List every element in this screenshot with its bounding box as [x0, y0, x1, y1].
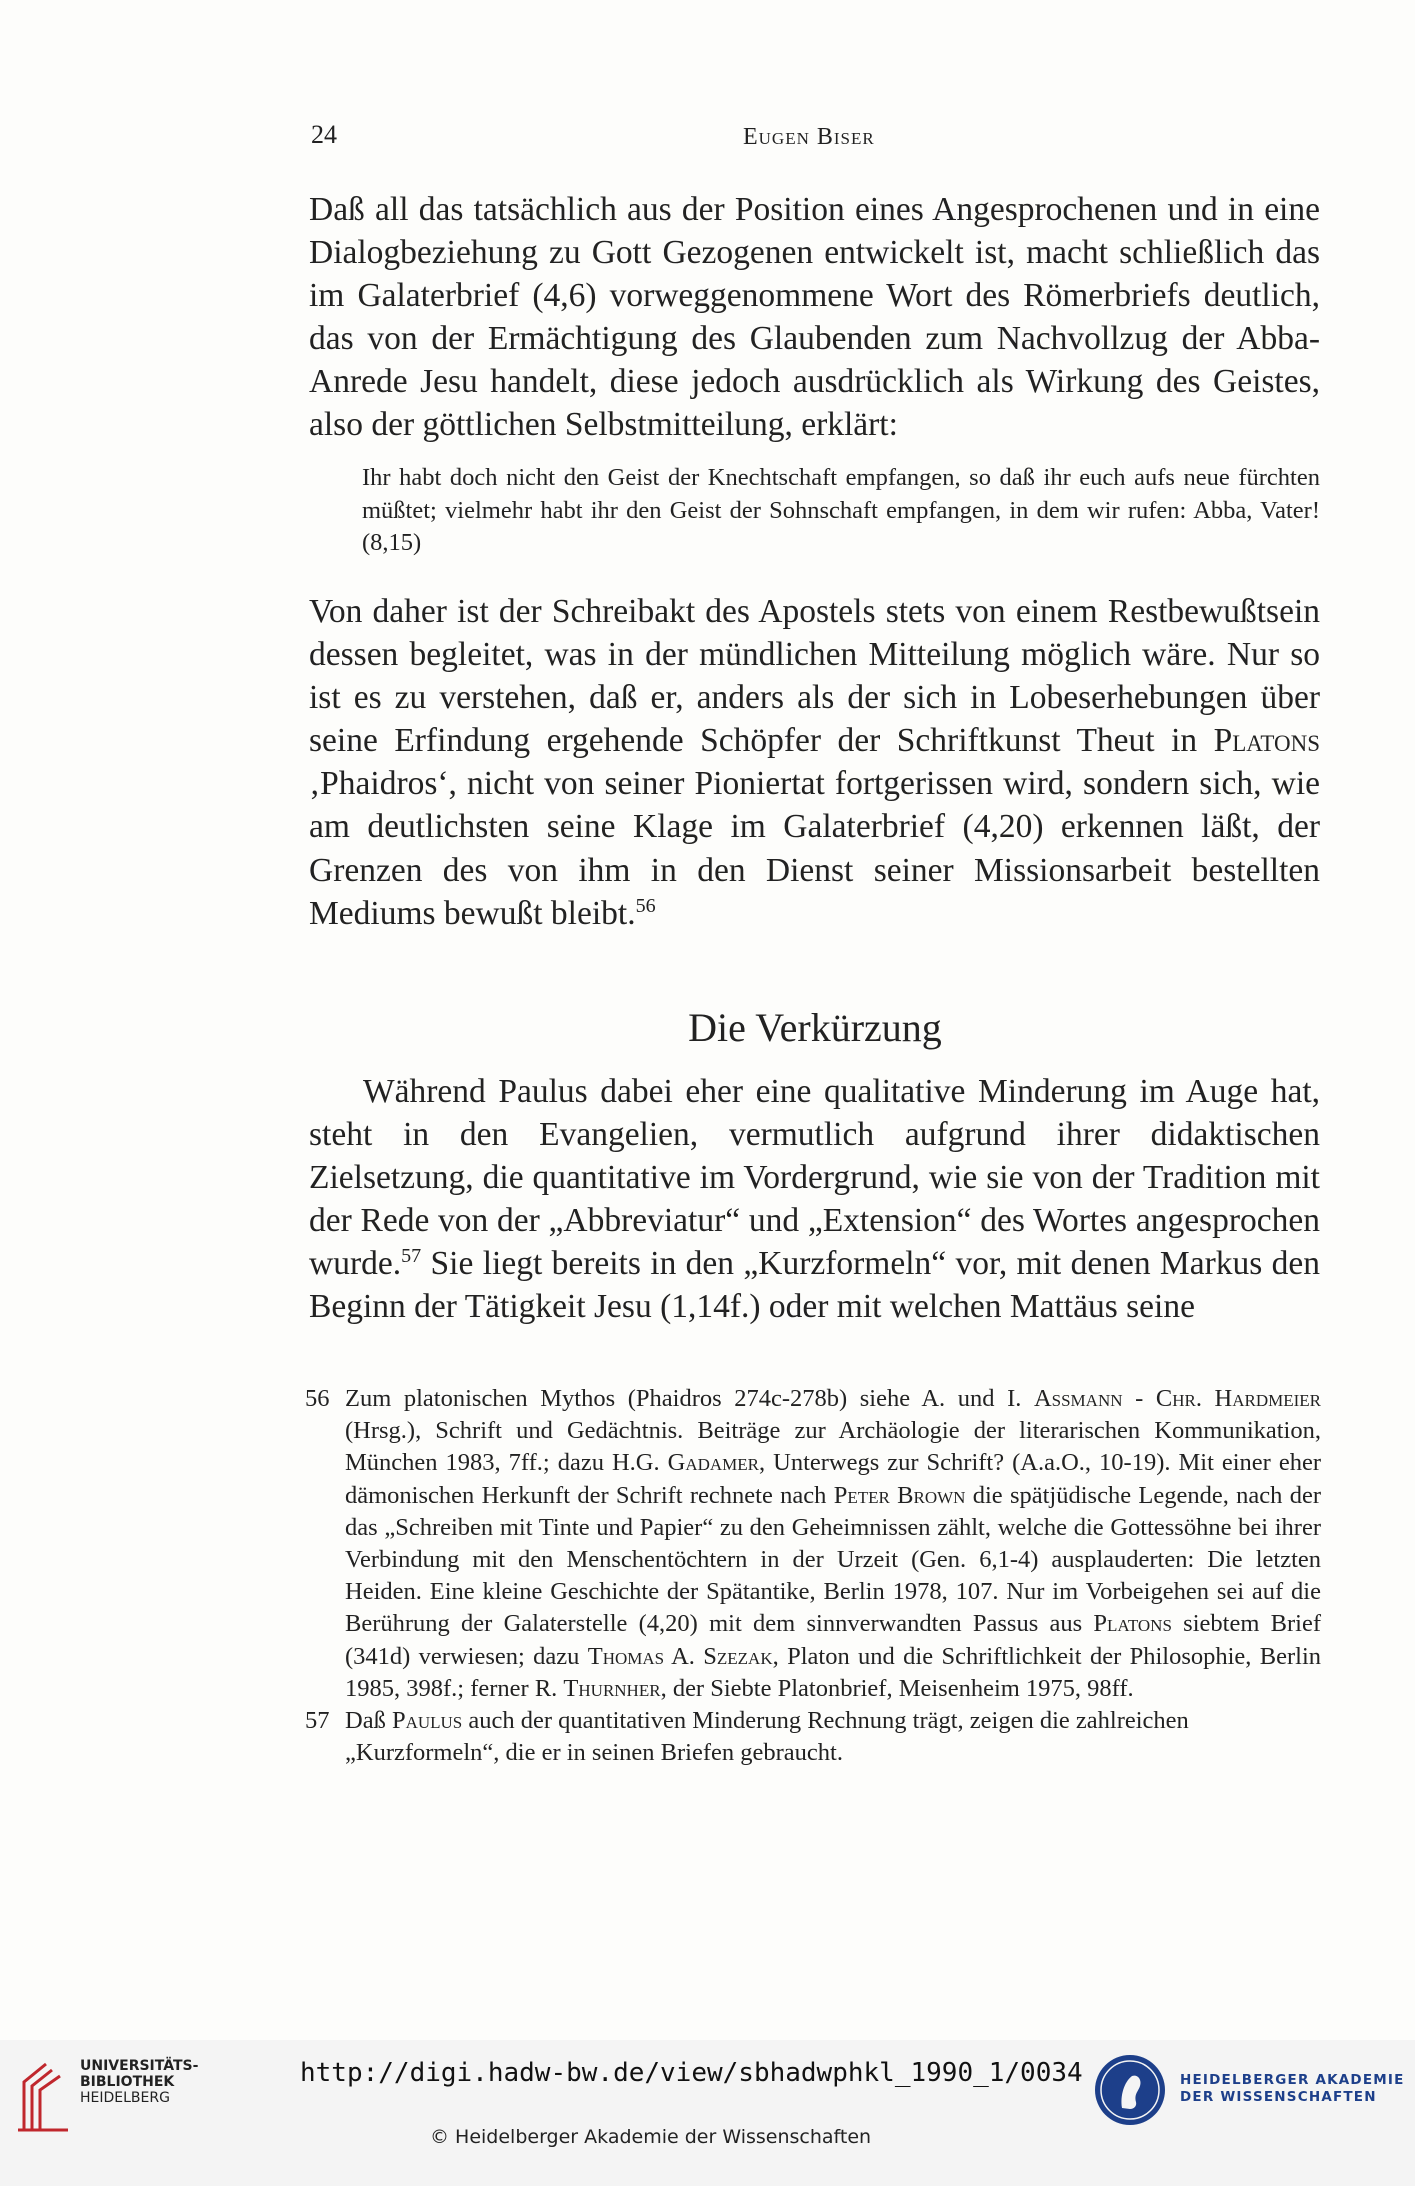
page-number: 24 [311, 120, 337, 149]
fn-text-segment: siebtem Brief (341d) verwiesen; dazu [345, 1610, 1321, 1670]
footnote-ref-57[interactable]: 57 [401, 1245, 422, 1268]
fn-author-name: Paulus [391, 1707, 463, 1735]
fn-text-segment: Zum platonischen Mythos (Phaidros 274c-278b) siehe A. und I. [345, 1385, 1034, 1412]
footnote-number: 57 [305, 1707, 330, 1735]
fn-author-name: Gadamer [667, 1449, 759, 1477]
fn-text-segment: auch der quantitativen Minderung Rechnung trägt, zeigen die zahlreichen „Kurzformeln“, die er in seinen Briefen gebraucht. [345, 1707, 1189, 1767]
library-name-line: UNIVERSITÄTS- [80, 2058, 199, 2074]
academy-name-line: DER WISSENSCHAFTEN [1180, 2089, 1377, 2105]
footnote-text [345, 1705, 1321, 1769]
footnote-text [345, 1383, 1321, 1705]
fn-text-segment: - [1122, 1385, 1156, 1412]
running-head-author: Eugen Biser [743, 124, 875, 150]
paragraph-1: Daß all das tatsächlich aus der Position eines Angesprochenen und in eine Dialogbeziehung zu Gott Gezogenen entwickelt ist, macht schließlich das im Galaterbrief (4,6) vorweggenommene Wort des Römerbriefs deutlich, das von der Ermächtigung des Glaubenden zum Nachvollzug der Abba-Anrede Jesu handelt, diese jedoch ausdrücklich als Wirkung des Geistes, also der göttlichen Selbstmitteilung, erklärt: [309, 191, 1320, 444]
block-quote: Ihr habt doch nicht den Geist der Knechtschaft empfangen, so daß ihr euch aufs neue fürchten müßtet; vielmehr habt ihr den Geist der Sohnschaft empfangen, in dem wir rufen: Abba, Vater! (8,15) [362, 464, 1320, 556]
paragraph-2-text-a: Von daher ist der Schreibakt des Apostels stets von einem Restbewußtsein dessen begleitet, was in der mündlichen Mitteilung möglich wäre. Nur so ist es zu verstehen, daß er, anders als der sich in Lobeserhebungen über seine Erfindung ergehende Schöpfer der Schriftkunst Theut in [309, 593, 1320, 760]
footnote-ref-56[interactable]: 56 [635, 894, 656, 917]
footnote-number: 56 [305, 1385, 330, 1412]
fn-text-segment: , Unterwegs zur Schrift? (A.a.O., 10-19). Mit einer eher dämonischen Herkunft der Schrift rechnete nach [345, 1449, 1321, 1509]
footnote-56 [305, 1383, 1321, 1705]
author-name-platons: Platons [1213, 722, 1320, 760]
academy-seal-icon [1092, 2052, 1168, 2128]
paragraph-3-text-b: Sie liegt bereits in den „Kurzformeln“ vor, mit denen Markus den Beginn der Tätigkeit Jesu (1,14f.) oder mit welchen Mattäus seine [309, 1245, 1320, 1326]
fn-author-name: Platons [1093, 1610, 1172, 1638]
library-name-line: BIBLIOTHEK [80, 2074, 175, 2090]
academy-name [1180, 2072, 1405, 2106]
fn-author-name: Assmann [1033, 1385, 1123, 1412]
fn-author-name: Chr. Hardmeier [1155, 1385, 1321, 1412]
academy-name-line: HEIDELBERGER AKADEMIE [1180, 2072, 1405, 2088]
source-url-link[interactable]: http://digi.hadw-bw.de/view/sbhadwphkl_1990_1/0034 [300, 2058, 1083, 2088]
fn-text-segment: die spätjüdische Legende, nach der das „Schreiben mit Tinte und Papier“ zu den Geheimnissen zählt, welche die Gottessöhne bei ihrer Verbindung mit den Menschentöchtern in der Urzeit (Gen. 6,1-4) ausplauderten: Die letzten Heiden. Eine kleine Geschichte der Spätantike, Berlin 1978, 107. Nur im Vorbeigehen sei auf die Berührung der Galaterstelle (4,20) mit dem sinnverwandten Passus aus [345, 1481, 1321, 1638]
fn-text-segment: Daß [345, 1707, 392, 1735]
footnotes [305, 1383, 1321, 1769]
fn-text-segment: (Hrsg.), Schrift und Gedächtnis. Beiträge zur Archäologie der literarischen Kommunikation, München 1983, 7ff.; dazu H.G. [345, 1417, 1321, 1477]
fn-author-name: Thurnher [563, 1674, 661, 1702]
fn-text-segment: , Platon und die Schriftlichkeit der Philosophie, Berlin 1985, 398f.; ferner R. [345, 1642, 1321, 1702]
paragraph-3-text-a: Während Paulus dabei eher eine qualitative Minderung im Auge hat, steht in den Evangelien, vermutlich aufgrund ihrer didaktischen Zielsetzung, die quantitative im Vordergrund, wie sie von der Tradition mit der Rede von der „Abbreviatur“ und „Extension“ des Wortes angesprochen wurde. [309, 1073, 1320, 1283]
digitization-footer [0, 2040, 1415, 2186]
fn-author-name: Thomas A. Szezak [587, 1642, 773, 1670]
paragraph-3 [309, 1070, 1320, 1329]
section-heading: Die Verkürzung [688, 1005, 942, 1050]
fn-author-name: Peter Brown [833, 1481, 966, 1509]
library-name [80, 2058, 198, 2106]
copyright-notice: © Heidelberger Akademie der Wissenschaften [430, 2126, 872, 2148]
paragraph-2 [309, 590, 1320, 935]
footnote-57 [305, 1705, 1321, 1769]
library-name-line: HEIDELBERG [80, 2090, 170, 2106]
library-logo-icon [16, 2058, 71, 2134]
fn-text-segment: , der Siebte Platonbrief, Meisenheim 1975, 98ff. [660, 1674, 1134, 1702]
paragraph-2-text-b: ‚Phaidros‘, nicht von seiner Pioniertat fortgerissen wird, sondern sich, wie am deutlichsten seine Klage im Galaterbrief (4,20) erkennen läßt, der Grenzen des von ihm in den Dienst seiner Missionsarbeit bestellten Mediums bewußt bleibt. [309, 765, 1320, 932]
